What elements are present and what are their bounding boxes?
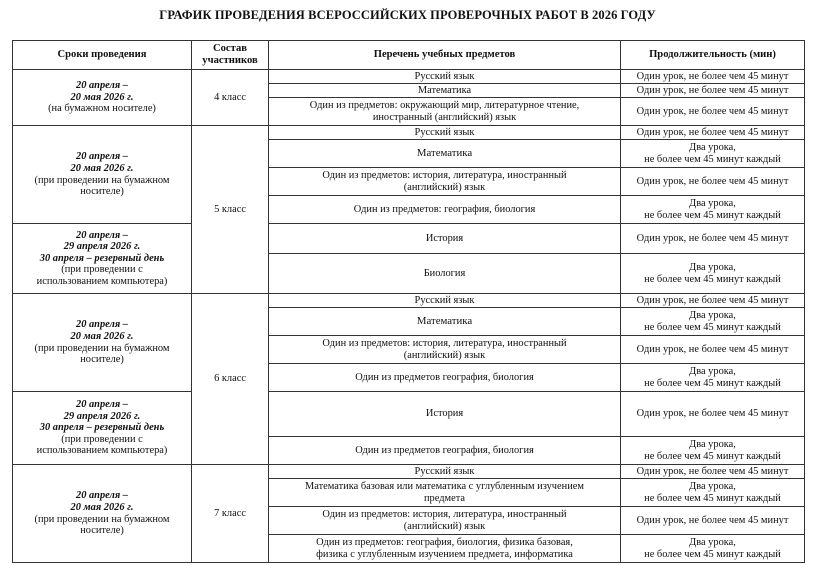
table-row: [13, 465, 805, 479]
duration-cell: Два урока, не более чем 45 минут каждый: [621, 364, 805, 392]
table-row: [13, 126, 805, 140]
subject-cell: Математика: [269, 84, 621, 98]
grade-cell: 4 класс: [192, 70, 269, 126]
duration-cell: Два урока, не более чем 45 минут каждый: [621, 196, 805, 224]
subject-cell: Русский язык: [269, 294, 621, 308]
duration-cell: Один урок, не более чем 45 минут: [621, 294, 805, 308]
table-row: [13, 392, 805, 437]
term-cell: 20 апреля – 29 апреля 2026 г. 30 апреля – резервный день (при проведении с использованием компьютера): [13, 224, 192, 294]
subject-cell: Один из предметов: окружающий мир, литературное чтение, иностранный (английский) язык: [269, 98, 621, 126]
subject-cell: Один из предметов география, биология: [269, 364, 621, 392]
duration-cell: Два урока, не более чем 45 минут каждый: [621, 254, 805, 294]
duration-cell: Один урок, не более чем 45 минут: [621, 168, 805, 196]
subject-cell: Один из предметов: география, биология, физика базовая, физика с углубленным изучением предмета, информатика: [269, 535, 621, 563]
subject-cell: Русский язык: [269, 70, 621, 84]
grade-cell: 7 класс: [192, 465, 269, 563]
page-title: ГРАФИК ПРОВЕДЕНИЯ ВСЕРОССИЙСКИХ ПРОВЕРОЧНЫХ РАБОТ В 2026 ГОДУ: [159, 8, 656, 22]
duration-cell: Два урока, не более чем 45 минут каждый: [621, 535, 805, 563]
grade-cell: 6 класс: [192, 294, 269, 465]
duration-cell: Один урок, не более чем 45 минут: [621, 84, 805, 98]
duration-cell: Один урок, не более чем 45 минут: [621, 224, 805, 254]
term-cell: 20 апреля – 20 мая 2026 г. (при проведении на бумажном носителе): [13, 126, 192, 224]
header-duration: Продолжительность (мин): [621, 41, 805, 70]
header-subjects: Перечень учебных предметов: [269, 41, 621, 70]
duration-cell: Два урока, не более чем 45 минут каждый: [621, 308, 805, 336]
table-row: [13, 294, 805, 308]
subject-cell: Русский язык: [269, 465, 621, 479]
table-row: [13, 224, 805, 254]
subject-cell: Один из предметов: история, литература, иностранный (английский) язык: [269, 507, 621, 535]
subject-cell: Биология: [269, 254, 621, 294]
subject-cell: Русский язык: [269, 126, 621, 140]
duration-cell: Два урока, не более чем 45 минут каждый: [621, 479, 805, 507]
duration-cell: Один урок, не более чем 45 минут: [621, 465, 805, 479]
header-participants: Состав участников: [192, 41, 269, 70]
subject-cell: История: [269, 224, 621, 254]
table-row: [13, 70, 805, 84]
term-cell: 20 апреля – 20 мая 2026 г. (при проведении на бумажном носителе): [13, 294, 192, 392]
term-cell: 20 апреля – 29 апреля 2026 г. 30 апреля – резервный день (при проведении с использованием компьютера): [13, 392, 192, 465]
duration-cell: Один урок, не более чем 45 минут: [621, 98, 805, 126]
duration-cell: Один урок, не более чем 45 минут: [621, 392, 805, 437]
header-terms: Сроки проведения: [13, 41, 192, 70]
duration-cell: Два урока, не более чем 45 минут каждый: [621, 140, 805, 168]
duration-cell: Один урок, не более чем 45 минут: [621, 70, 805, 84]
subject-cell: Один из предметов: история, литература, иностранный (английский) язык: [269, 168, 621, 196]
schedule-table: [12, 40, 805, 563]
term-cell: 20 апреля – 20 мая 2026 г. (на бумажном носителе): [13, 70, 192, 126]
subject-cell: Математика базовая или математика с углубленным изучением предмета: [269, 479, 621, 507]
subject-cell: Один из предметов: география, биология: [269, 196, 621, 224]
duration-cell: Один урок, не более чем 45 минут: [621, 126, 805, 140]
duration-cell: Два урока, не более чем 45 минут каждый: [621, 437, 805, 465]
grade-cell: 5 класс: [192, 126, 269, 294]
header-row: [13, 41, 805, 70]
term-cell: 20 апреля – 20 мая 2026 г. (при проведении на бумажном носителе): [13, 465, 192, 563]
subject-cell: Один из предметов: история, литература, иностранный (английский) язык: [269, 336, 621, 364]
subject-cell: Математика: [269, 308, 621, 336]
subject-cell: Математика: [269, 140, 621, 168]
duration-cell: Один урок, не более чем 45 минут: [621, 507, 805, 535]
duration-cell: Один урок, не более чем 45 минут: [621, 336, 805, 364]
subject-cell: Один из предметов география, биология: [269, 437, 621, 465]
subject-cell: История: [269, 392, 621, 437]
